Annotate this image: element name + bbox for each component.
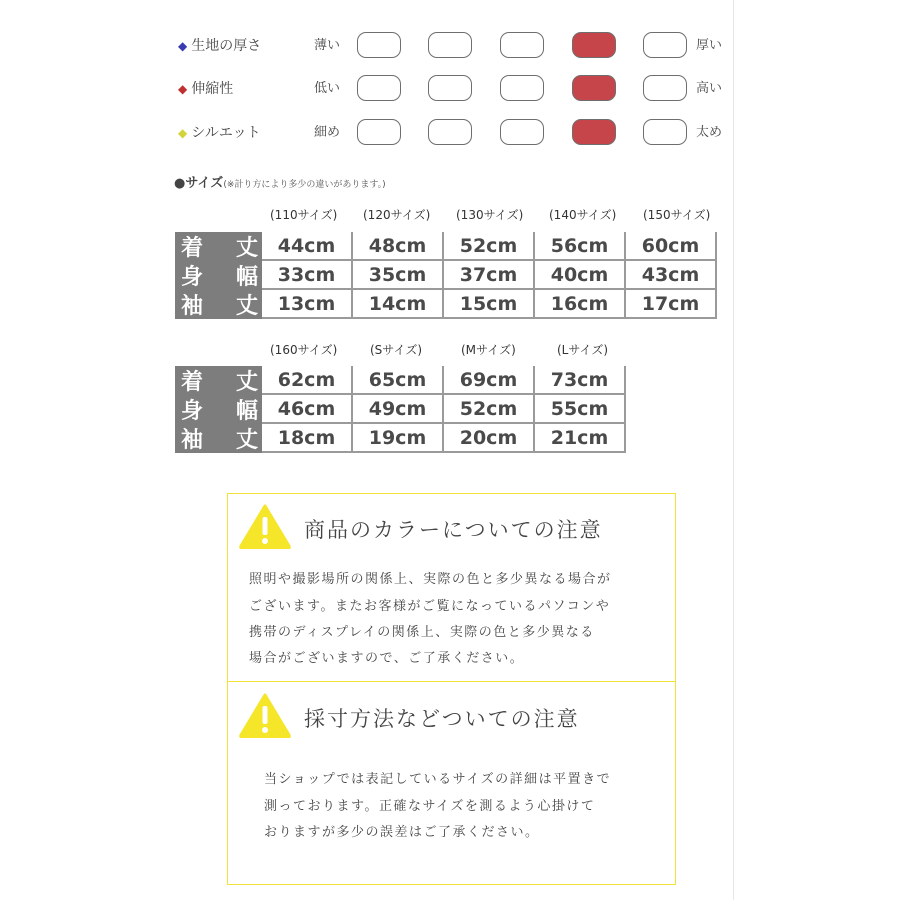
table1-header-150: (150サイズ) bbox=[643, 208, 711, 222]
table-cell: 44cm bbox=[262, 232, 353, 261]
table-cell: 73cm bbox=[535, 366, 626, 395]
attr-name: シルエット bbox=[191, 125, 261, 141]
table-cell: 56cm bbox=[535, 232, 626, 261]
scale-box-3 bbox=[500, 119, 544, 145]
scale-box-5 bbox=[643, 32, 687, 58]
table-cell: 20cm bbox=[444, 424, 535, 453]
table-cell: 21cm bbox=[535, 424, 626, 453]
table-cell: 16cm bbox=[535, 290, 626, 319]
measure-notice-line-3: おりますが多少の誤差はご了承ください。 bbox=[264, 825, 540, 840]
color-notice-line-4: 場合がございますので、ご了承ください。 bbox=[249, 651, 525, 666]
measure-notice-line-2: 測っております。正確なサイズを測るよう心掛けて bbox=[264, 799, 596, 814]
table1-header-110: (110サイズ) bbox=[270, 208, 338, 222]
scale-box-2 bbox=[428, 119, 472, 145]
table2-header-s: (Sサイズ) bbox=[370, 343, 423, 357]
row-label: 袖 丈 bbox=[175, 424, 262, 453]
attr-high-label: 高い bbox=[696, 81, 723, 96]
warning-icon bbox=[239, 692, 291, 738]
table2-header-l: (Lサイズ) bbox=[557, 343, 609, 357]
scale-box-2 bbox=[428, 32, 472, 58]
color-notice-line-2: ございます。またお客様がご覧になっているパソコンや bbox=[249, 599, 611, 614]
attr-low-label: 細め bbox=[314, 125, 341, 140]
table-cell: 62cm bbox=[262, 366, 353, 395]
scale-box-1 bbox=[357, 119, 401, 145]
attr-high-label: 太め bbox=[696, 125, 723, 140]
scale-box-1 bbox=[357, 32, 401, 58]
scale-box-4 bbox=[572, 119, 616, 145]
table-row-length bbox=[175, 232, 717, 261]
table-cell: 15cm bbox=[444, 290, 535, 319]
attr-low-label: 薄い bbox=[314, 38, 341, 53]
table-cell: 52cm bbox=[444, 395, 535, 424]
scale-box-1 bbox=[357, 75, 401, 101]
table-cell: 33cm bbox=[262, 261, 353, 290]
size-heading-note: (※計り方により多少の違いがあります。) bbox=[223, 180, 386, 190]
row-label: 着 丈 bbox=[175, 366, 262, 395]
table1-header-140: (140サイズ) bbox=[549, 208, 617, 222]
table1-header-130: (130サイズ) bbox=[456, 208, 524, 222]
table1-header-120: (120サイズ) bbox=[363, 208, 431, 222]
diamond-icon: ◆ bbox=[178, 39, 188, 53]
size-heading-title: ●サイズ bbox=[174, 176, 224, 191]
diamond-icon: ◆ bbox=[178, 82, 188, 96]
row-label: 身 幅 bbox=[175, 261, 262, 290]
warning-icon bbox=[239, 503, 291, 549]
attr-row-silhouette bbox=[0, 117, 740, 149]
table-cell: 65cm bbox=[353, 366, 444, 395]
table-cell: 14cm bbox=[353, 290, 444, 319]
table-cell: 52cm bbox=[444, 232, 535, 261]
table-row-sleeve bbox=[175, 290, 717, 319]
scale-box-3 bbox=[500, 75, 544, 101]
scale-box-5 bbox=[643, 119, 687, 145]
table-cell: 19cm bbox=[353, 424, 444, 453]
color-notice-line-1: 照明や撮影場所の関係上、実際の色と多少異なる場合が bbox=[249, 572, 612, 587]
table-row-width bbox=[175, 261, 717, 290]
table-cell: 55cm bbox=[535, 395, 626, 424]
table-cell: 40cm bbox=[535, 261, 626, 290]
table-row-length bbox=[175, 366, 626, 395]
row-label: 身 幅 bbox=[175, 395, 262, 424]
size-heading bbox=[174, 172, 386, 191]
attr-row-stretch bbox=[0, 73, 740, 105]
notice-divider bbox=[228, 681, 675, 682]
table-cell: 35cm bbox=[353, 261, 444, 290]
table-cell: 13cm bbox=[262, 290, 353, 319]
color-notice-line-3: 携帯のディスプレイの関係上、実際の色と多少異なる bbox=[249, 625, 595, 640]
attr-high-label: 厚い bbox=[696, 38, 723, 53]
measure-notice-line-1: 当ショップでは表記しているサイズの詳細は平置きで bbox=[264, 772, 612, 787]
scale-box-5 bbox=[643, 75, 687, 101]
table-cell: 69cm bbox=[444, 366, 535, 395]
scale-box-3 bbox=[500, 32, 544, 58]
notice-box bbox=[227, 493, 676, 885]
scale-box-4 bbox=[572, 75, 616, 101]
table-cell: 43cm bbox=[626, 261, 717, 290]
table2-header-m: (Mサイズ) bbox=[461, 343, 516, 357]
attr-name: 伸縮性 bbox=[191, 81, 234, 97]
table-row-sleeve bbox=[175, 424, 626, 453]
scale-box-4 bbox=[572, 32, 616, 58]
table-cell: 48cm bbox=[353, 232, 444, 261]
table-cell: 49cm bbox=[353, 395, 444, 424]
attr-low-label: 低い bbox=[314, 81, 341, 96]
attr-name: 生地の厚さ bbox=[191, 38, 262, 54]
color-notice-title: 商品のカラーについての注意 bbox=[304, 518, 603, 542]
attr-row-thickness bbox=[0, 30, 740, 62]
row-label: 袖 丈 bbox=[175, 290, 262, 319]
scale-box-2 bbox=[428, 75, 472, 101]
diamond-icon: ◆ bbox=[178, 126, 188, 140]
measure-notice-title: 採寸方法などついての注意 bbox=[304, 707, 580, 731]
table-cell: 37cm bbox=[444, 261, 535, 290]
table-cell: 17cm bbox=[626, 290, 717, 319]
table-row-width bbox=[175, 395, 626, 424]
row-label: 着 丈 bbox=[175, 232, 262, 261]
table-cell: 18cm bbox=[262, 424, 353, 453]
table-cell: 46cm bbox=[262, 395, 353, 424]
table-cell: 60cm bbox=[626, 232, 717, 261]
table2-header-160: (160サイズ) bbox=[270, 343, 338, 357]
